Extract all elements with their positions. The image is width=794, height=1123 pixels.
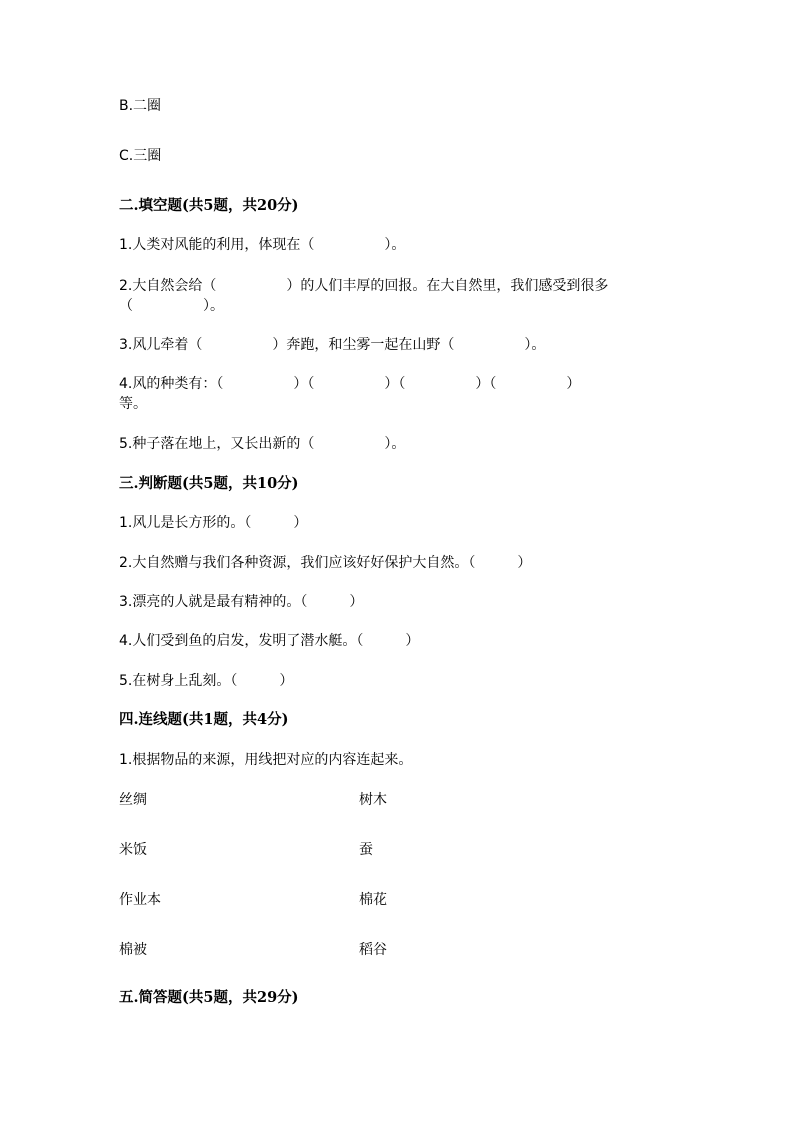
judge-question-2: 2.大自然赠与我们各种资源，我们应该好好保护大自然。（ ） (119, 555, 532, 571)
fill-question-4-line1: 4.风的种类有：（ ）（ ）（ ）（ ） (119, 376, 581, 392)
match-right-item: 树木 (359, 792, 387, 808)
section4-heading: 四.连线题(共1题，共4分) (119, 711, 289, 728)
section5-heading: 五.简答题(共5题，共29分) (119, 989, 299, 1006)
fill-question-1: 1.人类对风能的利用，体现在（ ）。 (119, 237, 406, 253)
option-b: B.二圈 (119, 98, 162, 114)
match-left-item: 丝绸 (119, 792, 147, 808)
fill-question-3: 3.风儿牵着（ ）奔跑，和尘雾一起在山野（ ）。 (119, 337, 546, 353)
match-left-item: 棉被 (119, 942, 147, 958)
match-right-item: 棉花 (359, 892, 387, 908)
match-right-item: 稻谷 (359, 942, 387, 958)
fill-question-4-line2: 等。 (119, 396, 147, 412)
match-question-1: 1.根据物品的来源，用线把对应的内容连起来。 (119, 752, 413, 768)
section2-heading: 二.填空题(共5题，共20分) (119, 197, 299, 214)
section3-heading: 三.判断题(共5题，共10分) (119, 475, 299, 492)
fill-question-5: 5.种子落在地上，又长出新的（ ）。 (119, 436, 406, 452)
match-right-item: 蚕 (359, 842, 373, 858)
match-left-item: 作业本 (119, 892, 161, 908)
fill-question-2-line1: 2.大自然会给（ ）的人们丰厚的回报。在大自然里，我们感受到很多 (119, 278, 609, 294)
match-left-item: 米饭 (119, 842, 147, 858)
judge-question-3: 3.漂亮的人就是最有精神的。（ ） (119, 594, 364, 610)
judge-question-1: 1.风儿是长方形的。（ ） (119, 515, 308, 531)
fill-question-2-line2: （ ）。 (119, 298, 224, 314)
judge-question-4: 4.人们受到鱼的启发，发明了潜水艇。（ ） (119, 633, 420, 649)
judge-question-5: 5.在树身上乱刻。（ ） (119, 673, 294, 689)
option-c: C.三圈 (119, 148, 162, 164)
